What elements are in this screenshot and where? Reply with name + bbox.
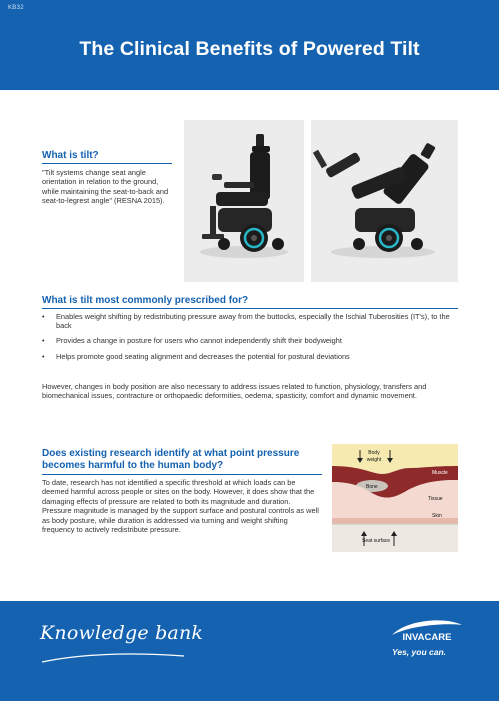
list-item-text: Enables weight shifting by redistributing pressure away from the buttocks, especially the Ischial Tuberosities (IT's), to the back: [56, 312, 450, 331]
prescribed-heading-rule: [42, 308, 458, 309]
list-item: [42, 352, 462, 361]
invacare-logo: [388, 615, 466, 645]
tissue-label: Tissue: [428, 496, 443, 502]
wheelchair-upright-photo: [184, 120, 304, 282]
skin-label: Skin: [432, 513, 442, 519]
prescribed-heading: What is tilt most commonly prescribed for?: [42, 295, 249, 306]
bullet-dot: •: [42, 352, 45, 361]
page-title: The Clinical Benefits of Powered Tilt: [79, 38, 420, 60]
tilt-definition: "Tilt systems change seat angle orientation in relation to the ground, while maintaining the seat-to-back and seat-to-legrest angle" (RESNA 2015).: [42, 168, 169, 206]
bone-label: Bone: [366, 484, 378, 490]
position-change-paragraph: However, changes in body position are also necessary to address issues related to function, physiology, transfers and biomechanical issues, contracture or orthopaedic deformities, oedema, spasticity, comfort and dynamic movement.: [42, 382, 427, 401]
research-heading-line2: becomes harmful to the human body?: [42, 460, 224, 471]
swoosh-underline-icon: [40, 650, 186, 668]
research-body: To date, research has not identified a specific threshold at which loads can be deemed harmful across people or sites on the body. However, it does show that the damaging effects of pressure are related to both its magnitude and duration. Pressure magnitude is managed by the support surface and postural controls as well as body posture, while duration is addressed via turning and weight shifting frequency to actively redistribute pressure.: [42, 478, 319, 535]
tilt-heading: What is tilt?: [42, 150, 99, 161]
knowledge-bank-title: Knowledge bank: [40, 622, 204, 644]
logo-wordmark: INVACARE: [402, 632, 452, 643]
body-weight-label-2: weight: [366, 457, 382, 463]
muscle-label: Muscle: [432, 470, 448, 476]
research-heading-line1: Does existing research identify at what point pressure: [42, 448, 300, 459]
list-item-text: Provides a change in posture for users who cannot independently shift their bodyweight: [56, 336, 342, 345]
bullet-dot: •: [42, 312, 45, 321]
list-item: [42, 336, 462, 345]
research-heading-rule: [42, 474, 322, 475]
list-item-text: Helps promote good seating alignment and decreases the potential for postural deviations: [56, 352, 350, 361]
document-code: KB32: [8, 5, 24, 11]
list-item: [42, 312, 462, 331]
body-weight-label-1: Body: [368, 450, 380, 456]
pressure-tissue-diagram: [332, 444, 458, 552]
brand-slogan: Yes, you can.: [392, 647, 447, 657]
bullet-dot: •: [42, 336, 45, 345]
tilt-heading-rule: [42, 163, 172, 164]
seat-surface-label: Seat surface: [362, 538, 391, 544]
wheelchair-tilted-photo: [311, 120, 458, 282]
